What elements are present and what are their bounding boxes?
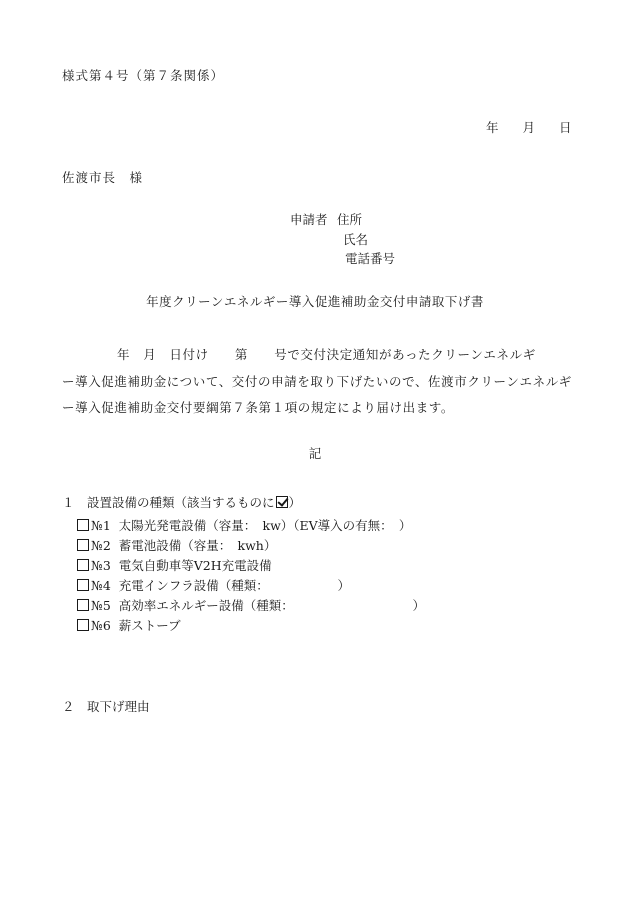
checkbox-icon[interactable] — [77, 559, 89, 571]
applicant-role-label: 申請者 — [290, 212, 328, 227]
item-number: №6 — [91, 618, 111, 633]
body-line-1: 年 月 日付け 第 号で交付決定通知があったクリーンエネルギ — [117, 347, 536, 362]
item-text: 電気自動車等V2H充電設備 — [118, 558, 272, 573]
section1-heading-text: １ 設置設備の種類（該当するものに — [62, 495, 275, 510]
section1-heading — [62, 493, 301, 511]
body-paragraph — [62, 342, 577, 422]
equipment-item-3[interactable] — [77, 556, 425, 576]
form-number: 様式第４号（第７条関係） — [62, 68, 225, 83]
phone-label: 電話番号 — [345, 251, 396, 266]
item-text: 太陽光発電設備（容量： kw）（EV導入の有無： ） — [118, 518, 412, 533]
body-line-3: ー導入促進補助金交付要綱第７条第１項の規定により届け出ます。 — [62, 400, 455, 415]
section1-heading-suffix: ） — [288, 495, 302, 510]
checkbox-icon[interactable] — [77, 539, 89, 551]
item-text: 薪ストーブ — [118, 618, 181, 633]
item-number: №4 — [91, 578, 111, 593]
checkbox-icon[interactable] — [77, 519, 89, 531]
item-number: №3 — [91, 558, 111, 573]
item-text: 高効率エネルギー設備（種類： ） — [118, 598, 426, 613]
item-number: №1 — [91, 518, 111, 533]
document-title: 年度クリーンエネルギー導入促進補助金交付申請取下げ書 — [146, 294, 484, 309]
equipment-item-5[interactable] — [77, 596, 425, 616]
ki-marker: 記 — [308, 446, 322, 461]
equipment-item-2[interactable] — [77, 536, 425, 556]
equipment-item-1[interactable] — [77, 516, 425, 536]
addressee: 佐渡市長 様 — [62, 170, 144, 185]
checkbox-icon[interactable] — [77, 579, 89, 591]
section2-heading: ２ 取下げ理由 — [62, 699, 150, 714]
checkbox-icon[interactable] — [77, 619, 89, 631]
date-line: 年 月 日 — [486, 120, 572, 135]
item-text: 蓄電池設備（容量： kwh） — [118, 538, 277, 553]
equipment-item-6[interactable] — [77, 616, 425, 636]
address-label: 住所 — [337, 212, 363, 227]
body-line-2: ー導入促進補助金について、交付の申請を取り下げたいので、佐渡市クリーンエネルギ — [62, 373, 572, 389]
equipment-list — [77, 516, 425, 636]
name-label: 氏名 — [343, 232, 369, 247]
equipment-item-4[interactable] — [77, 576, 425, 596]
item-number: №5 — [91, 598, 111, 613]
checkbox-icon[interactable] — [77, 599, 89, 611]
item-text: 充電インフラ設備（種類： ） — [118, 578, 351, 593]
item-number: №2 — [91, 538, 111, 553]
checked-box-icon — [276, 496, 288, 508]
